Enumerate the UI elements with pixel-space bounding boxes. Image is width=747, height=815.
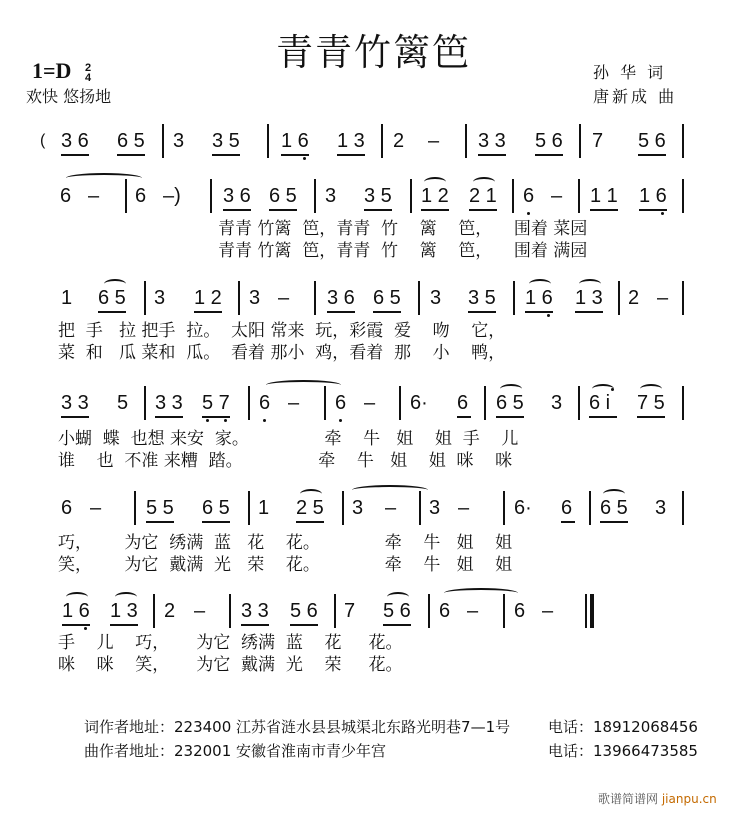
note-group: 6 5 xyxy=(117,128,145,154)
barline xyxy=(503,594,505,628)
underline xyxy=(146,521,174,523)
note-group: 3 3 xyxy=(478,128,506,154)
underline xyxy=(561,521,575,523)
underline xyxy=(638,154,666,156)
note-group: 3 6 xyxy=(61,128,89,154)
lyricist-address: 词作者地址：223400 江苏省涟水县县城渠北东路光明巷7—1号 xyxy=(84,718,511,736)
lyrics-verse-2: 咪 咪 笑， 为它 戴满 光 荣 花。 xyxy=(58,655,403,675)
underline xyxy=(525,311,553,313)
barline xyxy=(134,491,136,525)
underline xyxy=(212,154,240,156)
low-octave-dot xyxy=(263,419,266,422)
underline xyxy=(223,209,251,211)
underline xyxy=(383,624,411,626)
low-octave-dot xyxy=(224,419,227,422)
dash: – xyxy=(542,600,554,622)
underline xyxy=(281,154,309,156)
note-token: 3 xyxy=(430,287,442,309)
note-group: 6 5 xyxy=(600,495,628,521)
lyrics-verse-1: 手 儿 巧， 为它 绣满 蓝 花 花。 xyxy=(58,633,403,653)
note-group: 3 6 xyxy=(223,183,251,209)
lyrics-verse-1: 巧， 为它 绣满 蓝 花 花。 牵 牛 姐 姐 xyxy=(58,533,513,553)
note-group: 6 xyxy=(523,183,537,209)
underline xyxy=(468,311,496,313)
dash: – xyxy=(467,600,479,622)
barline xyxy=(267,124,269,158)
note-group: 1 1 xyxy=(590,183,618,209)
note-group: 5 5 xyxy=(146,495,174,521)
low-octave-dot xyxy=(661,212,664,215)
score-line-3 xyxy=(0,285,747,315)
note-group: 2 1 xyxy=(469,183,497,209)
tie xyxy=(66,173,142,183)
note-group: 1 6 xyxy=(525,285,553,311)
note-token: ( xyxy=(40,132,46,149)
note-group: 3 5 xyxy=(212,128,240,154)
barline xyxy=(144,281,146,315)
note-group: 6 5 xyxy=(202,495,230,521)
dash: –) xyxy=(163,185,181,207)
lyrics-verse-1: 青青 竹篱 笆，青青 竹 篱 笆， 围着 菜园 xyxy=(218,219,588,239)
dash: – xyxy=(385,497,397,519)
underline xyxy=(589,416,617,418)
note-group: 1 2 xyxy=(194,285,222,311)
barline xyxy=(125,179,127,213)
note-group: 6 xyxy=(259,390,273,416)
underline xyxy=(296,521,324,523)
score-line-1 xyxy=(0,128,747,158)
note-token: 3 xyxy=(154,287,166,309)
note-token: 6 xyxy=(439,600,451,622)
note-group: 6 xyxy=(335,390,349,416)
note-group: 3 3 xyxy=(61,390,89,416)
underline xyxy=(269,209,297,211)
barline xyxy=(238,281,240,315)
key-signature xyxy=(32,58,91,84)
final-barline-thin xyxy=(585,594,587,628)
underline xyxy=(457,416,471,418)
barline xyxy=(314,281,316,315)
barline xyxy=(512,179,514,213)
note-token: 3 xyxy=(655,497,667,519)
barline xyxy=(399,386,401,420)
note-group: 5 6 xyxy=(290,598,318,624)
tempo-marking: 欢快 悠扬地 xyxy=(26,87,112,106)
lyricist-credit: 孙 华 词 xyxy=(593,63,667,82)
note-group: 1 3 xyxy=(337,128,365,154)
tie xyxy=(352,485,428,495)
dash: – xyxy=(551,185,563,207)
barline xyxy=(682,281,684,315)
barline xyxy=(314,179,316,213)
underline xyxy=(600,521,628,523)
dash: – xyxy=(88,185,100,207)
underline xyxy=(575,311,603,313)
note-group: 1 2 xyxy=(421,183,449,209)
underline xyxy=(61,416,89,418)
note-group: 3 5 xyxy=(468,285,496,311)
note-token: 5 xyxy=(117,392,129,414)
composer-credit: 唐新成 曲 xyxy=(593,87,678,106)
song-title: 青青竹篱笆 xyxy=(276,31,471,74)
barline xyxy=(418,281,420,315)
underline xyxy=(202,521,230,523)
underline xyxy=(364,209,392,211)
note-group: 6 xyxy=(457,390,471,416)
final-barline-thick xyxy=(590,594,594,628)
note-token: 2 xyxy=(393,130,405,152)
barline xyxy=(229,594,231,628)
watermark-en: jianpu.cn xyxy=(661,792,717,806)
note-group: 5 6 xyxy=(535,128,563,154)
underline xyxy=(637,416,665,418)
note-group: 1 6 xyxy=(281,128,309,154)
note-group: 5 6 xyxy=(638,128,666,154)
note-group: 1 3 xyxy=(575,285,603,311)
note-group: 2 5 xyxy=(296,495,324,521)
dash: – xyxy=(428,130,440,152)
note-token: 6· xyxy=(514,497,532,519)
note-token: 3 xyxy=(352,497,364,519)
note-token: 3 xyxy=(325,185,337,207)
lyrics-verse-1: 小蝴 蝶 也想 来安 家。 牵 牛 姐 姐 手 儿 xyxy=(58,429,519,449)
barline xyxy=(334,594,336,628)
dash: – xyxy=(288,392,300,414)
underline xyxy=(98,311,126,313)
note-token: 6 xyxy=(135,185,147,207)
time-signature: 2 4 xyxy=(84,61,92,84)
barline xyxy=(484,386,486,420)
barline xyxy=(682,179,684,213)
note-group: 6 5 xyxy=(373,285,401,311)
note-group: 1 3 xyxy=(110,598,138,624)
underline xyxy=(290,624,318,626)
note-token: 3 xyxy=(249,287,261,309)
note-group: 3 3 xyxy=(155,390,183,416)
barline xyxy=(503,491,505,525)
underline xyxy=(194,311,222,313)
barline xyxy=(248,491,250,525)
note-group: 7 5 xyxy=(637,390,665,416)
dash: – xyxy=(364,392,376,414)
note-token: 1 xyxy=(61,287,73,309)
note-group: 6 5 xyxy=(496,390,524,416)
barline xyxy=(513,281,515,315)
score-line-2 xyxy=(0,183,747,213)
barline xyxy=(248,386,250,420)
note-token: 6· xyxy=(410,392,428,414)
barline xyxy=(342,491,344,525)
underline xyxy=(535,154,563,156)
dash: – xyxy=(90,497,102,519)
high-octave-dot xyxy=(611,388,614,391)
lyrics-verse-2: 菜 和 瓜 菜和 瓜。 看着 那小 鸡，看着 那 小 鸭， xyxy=(58,343,506,363)
note-group: 1 6 xyxy=(62,598,90,624)
note-token: 7 xyxy=(344,600,356,622)
barline xyxy=(410,179,412,213)
lyricist-phone: 电话：18912068456 xyxy=(548,718,698,736)
lyrics-verse-2: 笑， 为它 戴满 光 荣 花。 牵 牛 姐 姐 xyxy=(58,555,513,575)
low-octave-dot xyxy=(303,157,306,160)
barline xyxy=(162,124,164,158)
underline xyxy=(117,154,145,156)
barline xyxy=(618,281,620,315)
dash: – xyxy=(278,287,290,309)
barline xyxy=(381,124,383,158)
note-token: 1 xyxy=(258,497,270,519)
barline xyxy=(465,124,467,158)
low-octave-dot xyxy=(206,419,209,422)
underline xyxy=(62,624,90,626)
barline xyxy=(419,491,421,525)
underline xyxy=(241,624,269,626)
note-group: 3 6 xyxy=(327,285,355,311)
underline xyxy=(110,624,138,626)
note-group: 6 i xyxy=(589,390,617,416)
underline xyxy=(421,209,449,211)
underline xyxy=(639,209,667,211)
underline xyxy=(202,416,230,418)
watermark xyxy=(598,790,717,807)
note-token: 3 xyxy=(173,130,185,152)
score-line-4 xyxy=(0,390,747,420)
underline xyxy=(496,416,524,418)
underline xyxy=(61,154,89,156)
note-token: 3 xyxy=(551,392,563,414)
barline xyxy=(578,179,580,213)
barline xyxy=(578,386,580,420)
note-token: 6 xyxy=(514,600,526,622)
note-token: 3 xyxy=(429,497,441,519)
tie xyxy=(266,380,341,390)
note-group: 6 5 xyxy=(98,285,126,311)
dash: – xyxy=(657,287,669,309)
low-octave-dot xyxy=(339,419,342,422)
note-token: 2 xyxy=(164,600,176,622)
key-label: 1=D xyxy=(32,58,72,83)
note-group: 3 5 xyxy=(364,183,392,209)
barline xyxy=(144,386,146,420)
note-group: 6 xyxy=(561,495,575,521)
underline xyxy=(469,209,497,211)
low-octave-dot xyxy=(547,314,550,317)
composer-address: 曲作者地址：232001 安徽省淮南市青少年宫 xyxy=(84,742,387,760)
watermark-cn: 歌谱简谱网 xyxy=(598,792,659,806)
low-octave-dot xyxy=(527,212,530,215)
underline xyxy=(337,154,365,156)
note-group: 6 5 xyxy=(269,183,297,209)
underline xyxy=(327,311,355,313)
note-group: 5 7 xyxy=(202,390,230,416)
note-group: 1 6 xyxy=(639,183,667,209)
lyrics-verse-2: 青青 竹篱 笆，青青 竹 篱 笆， 围着 满园 xyxy=(218,241,588,261)
lyrics-verse-1: 把 手 拉 把手 拉。 太阳 常来 玩，彩霞 爱 吻 它， xyxy=(58,321,506,341)
composer-phone: 电话：13966473585 xyxy=(548,742,698,760)
lyrics-verse-2: 谁 也 不准 来糟 踏。 牵 牛 姐 姐 咪 咪 xyxy=(58,451,513,471)
note-token: 6 xyxy=(60,185,72,207)
score-line-5 xyxy=(0,495,747,525)
score-line-6 xyxy=(0,598,747,628)
barline xyxy=(589,491,591,525)
barline xyxy=(428,594,430,628)
barline xyxy=(579,124,581,158)
note-token: 7 xyxy=(592,130,604,152)
underline xyxy=(478,154,506,156)
note-group: 3 3 xyxy=(241,598,269,624)
low-octave-dot xyxy=(84,627,87,630)
dash: – xyxy=(194,600,206,622)
note-token: 6 xyxy=(61,497,73,519)
underline xyxy=(590,209,618,211)
underline xyxy=(373,311,401,313)
barline xyxy=(682,491,684,525)
tie xyxy=(444,588,518,598)
note-group: 5 6 xyxy=(383,598,411,624)
barline xyxy=(210,179,212,213)
barline xyxy=(682,124,684,158)
barline xyxy=(682,386,684,420)
dash: – xyxy=(458,497,470,519)
underline xyxy=(155,416,183,418)
note-token: 2 xyxy=(628,287,640,309)
barline xyxy=(324,386,326,420)
barline xyxy=(153,594,155,628)
